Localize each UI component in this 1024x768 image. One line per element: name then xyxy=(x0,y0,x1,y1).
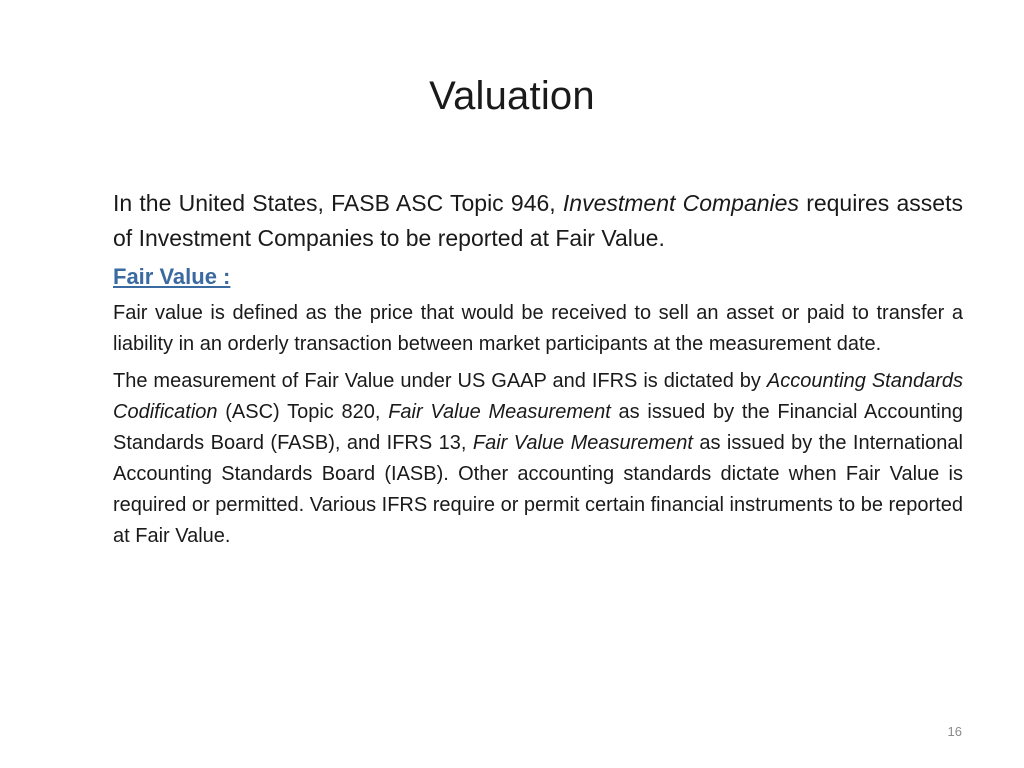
measurement-italic-asc: Accounting Standards Codification xyxy=(113,370,963,423)
measurement-text-2: (ASC) Topic 820, xyxy=(217,401,389,423)
lead-paragraph xyxy=(113,186,963,256)
lead-text-2: requires assets of Investment Companies to be reported at Fair Value. xyxy=(113,190,963,251)
measurement-text-1: The measurement of Fair Value under US GAAP and IFRS is dictated by xyxy=(113,370,767,392)
slide-title: Valuation xyxy=(429,74,595,118)
slide-content xyxy=(113,186,963,558)
lead-italic-investment-companies: Investment Companies xyxy=(562,190,799,216)
lead-text-1: In the United States, FASB ASC Topic 946, xyxy=(113,190,563,216)
measurement-italic-fvm-1: Fair Value Measurement xyxy=(388,401,611,423)
measurement-italic-fvm-2: Fair Value Measurement xyxy=(472,432,693,454)
page-number: 16 xyxy=(947,724,962,739)
measurement-text-3: as issued by the Financial Accounting Standards Board (FASB), and IFRS 13, xyxy=(113,401,963,454)
definition-paragraph: Fair value is defined as the price that would be received to sell an asset or paid to transfer a liability in an orderly transaction between market participants at the measurement date. xyxy=(113,302,963,355)
fair-value-subheading: Fair Value : xyxy=(113,264,231,289)
measurement-paragraph xyxy=(113,366,963,552)
measurement-text-4: as issued by the International Accounting Standards Board (IASB). Other accounting standards dictate when Fair Value is required or permitted. Various IFRS require or permit certain financial instruments to be reported at Fair Value. xyxy=(113,432,964,547)
